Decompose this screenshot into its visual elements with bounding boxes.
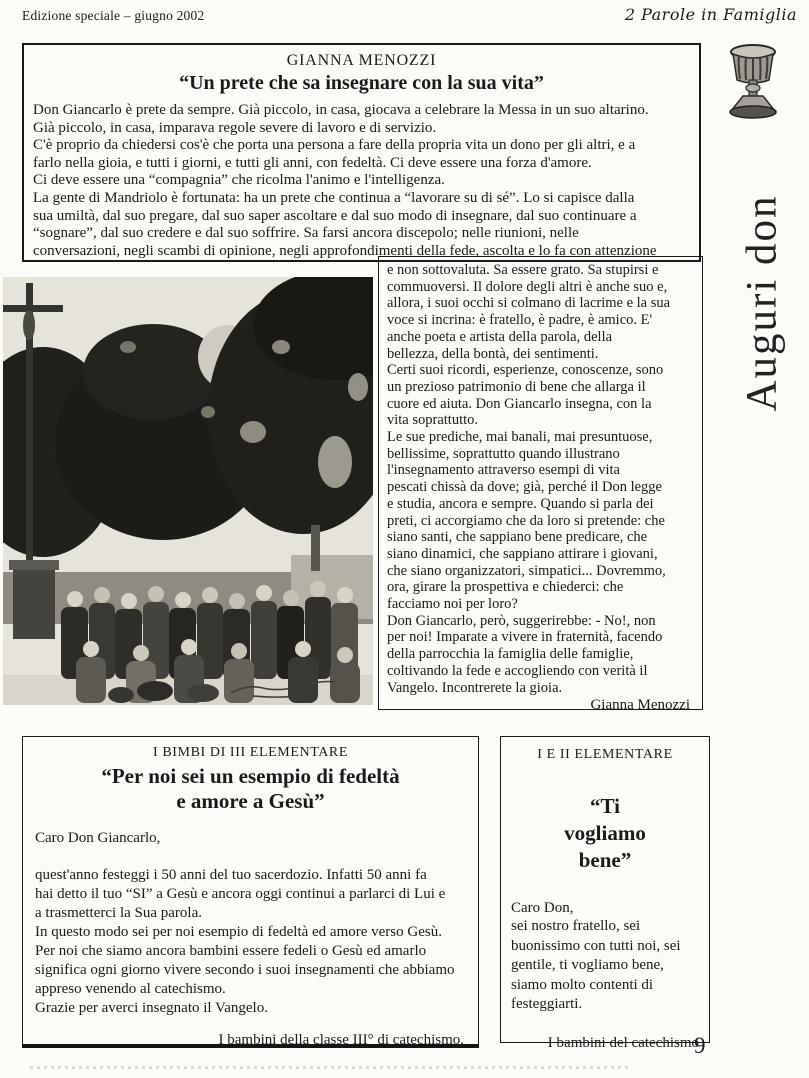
first-second-grade-signature: I bambini del catechismo	[547, 1034, 699, 1051]
scan-noise-artifact	[30, 1066, 630, 1069]
first-second-grade-letter-box	[500, 736, 710, 1051]
photo-shrine	[13, 567, 55, 639]
edition-header: Edizione speciale – giugno 2002	[22, 8, 205, 23]
page-number: 9	[694, 1033, 706, 1058]
third-grade-kicker: I BIMBI DI III ELEMENTARE	[152, 745, 349, 760]
third-grade-signature: I bambini della classe III° di catechismo.	[218, 1032, 464, 1048]
third-grade-title: “Per noi sei un esempio di fedeltà e amore a Gesù”	[101, 764, 400, 813]
first-second-grade-letter-text: sei nostro fratello, sei buonissimo con tutti noi, sei gentile, ti vogliamo bene, siamo molto contenti di festeggiarti.	[511, 918, 681, 1012]
first-second-grade-salutation: Caro Don,	[511, 900, 574, 916]
group-photo-image	[3, 277, 373, 705]
article-title: “Un prete che sa insegnare con la sua vita”	[179, 72, 544, 94]
first-second-grade-title: “Ti vogliamo bene”	[564, 794, 646, 872]
article-column-box	[378, 256, 703, 714]
third-grade-salutation: Caro Don Giancarlo,	[35, 830, 161, 846]
article-column-text: e non sottovaluta. Sa essere grato. Sa stupirsi e commuoversi. Il dolore degli altri è anche suo e, allora, i suoi occhi si colmano di lacrime e la sua voce si incrina: è fratello, è padre, è amico. E' anche poeta e artista della parola, della bellezza, della bontà, dei sentimenti. Certi suoi ricordi, esperienze, conoscenze, sono un prezioso patrimonio di bene che allarga il cuore ed aiuta. Don Giancarlo insegna, con la vita soprattutto. Le sue prediche, mai banali, mai presuntuose, bellissime, soprattutto quando illustrano l'insegnamento attraverso esempi di vita pescati chissà da dove; già, perché il Don legge e studia, ancora e sempre. Quando si parla dei preti, ci accorgiamo che da loro si pretende: che siano santi, che sappiano bene predicare, che siano dinamici, che sappiano attirare i giovani, che siano organizzatori, simpatici... Dovremmo, ora, girare la prospettiva e chiederci: che facciamo noi per loro? Don Giancarlo, però, suggerirebbe: - No!, non per noi! Imparate a vivere in fraternità, facendo della parrocchia la famiglia delle famiglie, coltivando la fede e accogliendo con verità il Vangelo. Incontrerete la gioia.	[387, 262, 671, 696]
first-second-grade-kicker: I E II ELEMENTARE	[537, 747, 673, 762]
auguri-vertical-text: Auguri don	[738, 194, 786, 412]
article-author-heading: GIANNA MENOZZI	[286, 52, 437, 69]
third-grade-letter-text: quest'anno festeggi i 50 anni del tuo sacerdozio. Infatti 50 anni fa hai detto il tuo “SI” a Gesù e ancora oggi continui a parlarci di Lui e a trasmetterci la Sua parola. In questo modo sei per noi esempio di fedeltà ed amore verso Gesù. Per noi che siamo ancora bambini essere fedeli o Gesù ed amarlo significa ogni giorno vivere secondo i suoi insegnamenti che abbiamo appreso venendo al catechismo. Grazie per averci insegnato il Vangelo.	[35, 867, 455, 1016]
group-photo	[3, 277, 373, 705]
chalice-icon	[727, 42, 779, 120]
article-signature: Gianna Menozzi	[590, 697, 690, 714]
masthead-script: 2 Parole in Famiglia	[624, 5, 797, 24]
article-intro-text: Don Giancarlo è prete da sempre. Già piccolo, in casa, giocava a celebrare la Messa in un suo altarino. Già piccolo, in casa, imparava regole severe di lavoro e di servizio. C'è proprio da chiedersi cos'è che porta una persona a fare della propria vita un dono per gli altri, e a farlo nella gioia, e tutti i giorni, e tutti gli anni, con fedeltà. Ci deve essere una forza d'amore. Ci deve essere una “compagnia” che ricolma l'animo e l'intelligenza. La gente di Mandriolo è fortunata: ha un prete che continua a “lavorare su di sé”. Lo si capisce dalla sua umiltà, dal suo pregare, dal suo saper ascoltare e dal suo modo di insegnare, dal suo continuare a “sognare”, dal suo credere e dal suo soffrire. Sa farsi ancora discepolo; nelle riunioni, nelle conversazioni, negli scambi di opinione, negli approfondimenti della fede, ascolta e lo fa con attenzione	[33, 102, 657, 259]
third-grade-letter-box	[22, 736, 479, 1048]
article-box	[22, 43, 701, 262]
